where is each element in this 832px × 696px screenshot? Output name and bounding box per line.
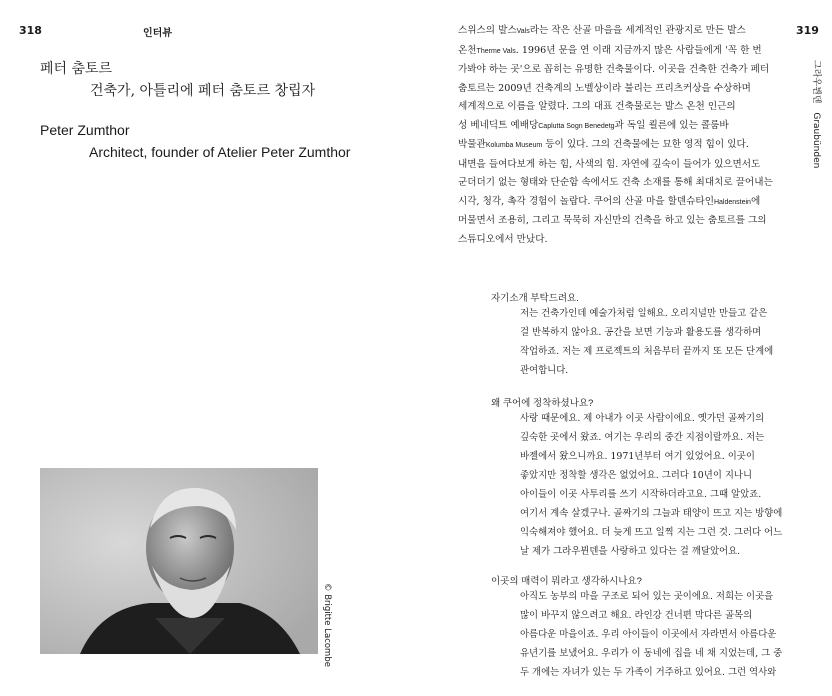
intro-line: 머물면서 조용히, 그리고 묵묵히 자신만의 건축을 하고 있는 춤토르를 그의 — [458, 215, 767, 226]
intro-latin-term: Vals — [516, 28, 530, 35]
interviewee-role-korean: 건축가, 아틀리에 페터 춤토르 창립자 — [90, 83, 316, 99]
interview-question: 이곳의 매력이 뭐라고 생각하시나요? — [491, 576, 642, 587]
portrait-photo — [40, 468, 318, 654]
intro-text: 에 — [750, 195, 761, 207]
interview-answer — [520, 409, 794, 561]
intro-latin-term: Haldenstein — [713, 198, 751, 206]
answer-line: 두 개에는 자녀가 있는 두 가족이 거주하고 있어요. 그런 역사와 — [520, 667, 777, 678]
intro-text: 박물관 — [458, 139, 486, 150]
intro-latin-term: Therme Vals — [476, 47, 516, 55]
intro-line: 군더더기 없는 형태와 단순함 속에서도 건축 소재를 통해 최대치로 끌어내는 — [458, 177, 773, 188]
interview-answer — [520, 304, 794, 380]
vertical-running-title — [811, 60, 824, 168]
interview-answer — [520, 587, 794, 682]
photo-credit: © Brigitte Lacombe — [322, 583, 332, 667]
intro-text: 온천 — [458, 44, 477, 56]
vertical-title-english: Graubünden — [811, 112, 821, 169]
intro-text: . 1996년 문을 연 이래 지금까지 많은 사람들에게 '꼭 한 번 — [515, 44, 762, 56]
intro-line: 춤토르는 2009년 건축계의 노벨상이라 불리는 프리츠커상을 수상하며 — [458, 82, 751, 94]
interviewee-name-korean: 페터 춤토르 — [40, 61, 113, 77]
interviewee-role-english: Architect, founder of Atelier Peter Zumthor — [89, 144, 351, 160]
intro-latin-term: Caplutta Sogn Benedetg — [538, 122, 615, 130]
page-number-right: 319 — [796, 24, 819, 37]
answer-line: 작업하죠. 저는 제 프로젝트의 처음부터 끝까지 또 모든 단계에 — [520, 346, 774, 357]
answer-line: 아이들이 이곳 사투리를 쓰기 시작하더라고요. 그때 알았죠. — [520, 489, 762, 500]
answer-line: 깊숙한 곳에서 왔죠. 여기는 우리의 중간 지점이랄까요. 저는 — [520, 432, 765, 443]
intro-text: 스위스의 발스 — [458, 25, 517, 36]
interview-question: 왜 쿠어에 정착하셨나요? — [491, 398, 594, 409]
answer-line: 좋았지만 정착할 생각은 없었어요. 그러다 10년이 지나니 — [520, 470, 753, 481]
interview-question: 자기소개 부탁드려요. — [491, 293, 579, 304]
section-label: 인터뷰 — [143, 28, 172, 39]
intro-text: 등이 있다. 그의 건축물에는 묘한 영적 힘이 있다. — [542, 139, 749, 150]
page-number-left: 318 — [19, 24, 42, 37]
answer-line: 아직도 농부의 마을 구조로 되어 있는 곳이에요. 저희는 이곳을 — [520, 591, 774, 602]
answer-line: 아름다운 마을이죠. 우리 아이들이 이곳에서 자라면서 아름다운 — [520, 629, 777, 640]
intro-latin-term: Kolumba Museum — [485, 142, 543, 149]
intro-line: 가봐야 하는 곳'으로 꼽히는 유명한 건축물이다. 이곳을 건축한 건축가 페터 — [458, 64, 770, 75]
intro-text: 시각, 청각, 촉각 경험이 놀랍다. 쿠어의 산골 마을 할덴슈타인 — [458, 195, 714, 207]
answer-line: 유년기를 보냈어요. 우리가 이 동네에 집을 네 채 지었는데, 그 중 — [520, 648, 783, 659]
intro-line: 스튜디오에서 만났다. — [458, 233, 548, 245]
answer-line: 걸 반복하지 않아요. 공간을 보면 기능과 활용도를 생각하며 — [520, 327, 762, 338]
answer-line: 많이 바꾸지 않으려고 해요. 라인강 건너편 막다른 골목의 — [520, 610, 753, 621]
answer-line: 여기서 계속 살겠구나. 골짜기의 그늘과 태양이 뜨고 지는 방향에 — [520, 508, 783, 519]
vertical-title-korean: 그라우뷘덴 — [811, 60, 821, 104]
intro-line: 내면을 들여다보게 하는 힘, 사색의 힘. 자연에 깊숙이 들어가 있으면서도 — [458, 158, 761, 170]
answer-line: 날 제가 그라우뷘덴을 사랑하고 있다는 걸 깨달았어요. — [520, 546, 741, 557]
intro-line: 세계적으로 이름을 알렸다. 그의 대표 건축물로는 발스 온천 인근의 — [458, 101, 736, 112]
answer-line: 바젤에서 왔으니까요. 1971년부터 여기 있었어요. 이곳이 — [520, 451, 755, 462]
intro-text: 과 독일 쾰른에 있는 콜룸바 — [614, 119, 729, 131]
answer-line: 사랑 때문에요. 제 아내가 이곳 사람이에요. 옛가던 골짜기의 — [520, 413, 765, 424]
intro-paragraph — [458, 22, 794, 249]
answer-line: 익숙해져야 했어요. 더 늦게 뜨고 일찍 지는 그런 것. 그러다 어느 — [520, 527, 783, 538]
intro-text: 성 베네딕트 예배당 — [458, 119, 539, 131]
intro-text: 라는 작은 산골 마을을 세계적인 관광지로 만든 발스 — [529, 25, 746, 36]
answer-line: 관여합니다. — [520, 365, 569, 376]
interviewee-name-english: Peter Zumthor — [40, 122, 130, 138]
answer-line: 저는 건축가인데 예술가처럼 일해요. 오리지널만 만들고 같은 — [520, 308, 768, 319]
